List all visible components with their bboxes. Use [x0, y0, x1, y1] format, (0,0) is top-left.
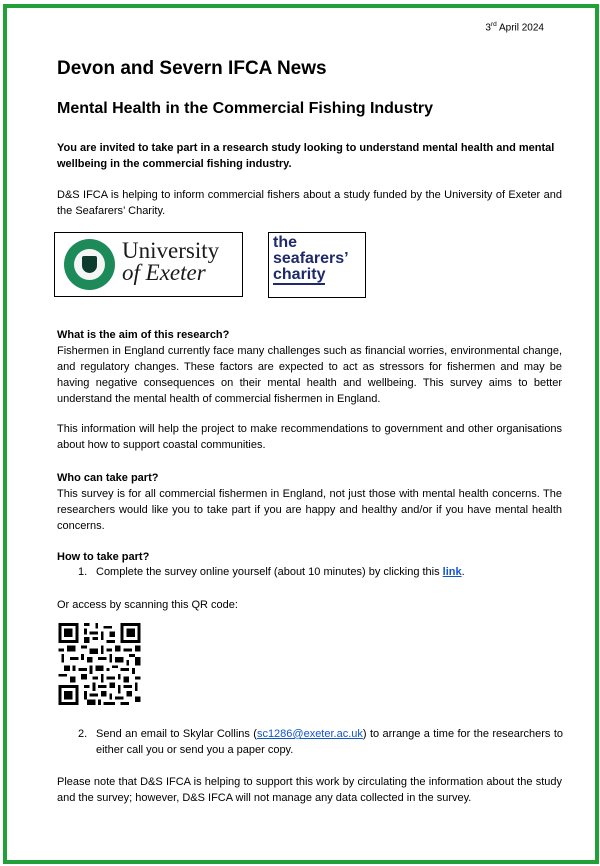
who-body: This survey is for all commercial fishermen in England, not just those with mental health concerns. The researchers would like you to take part if you are happy and healthy and/or if you have mental health concerns. — [57, 488, 562, 532]
aim-body: Fishermen in England currently face many challenges such as financial worries, environmental change, and regulatory changes. These factors are expected to act as stressors for fishermen and may be having negative consequences on their mental health and wellbeing. This survey aims to better understand the mental health of commercial fishermen in England. — [57, 345, 562, 405]
aim-heading: What is the aim of this research? — [57, 329, 230, 341]
seafarers-charity-logo: the seafarers’ charity — [268, 232, 366, 298]
funding-paragraph: D&S IFCA is helping to inform commercial fishers about a study funded by the University of Exeter and the Seafarers’ Charity. — [57, 189, 562, 217]
list-item: 2. Send an email to Skylar Collins (sc1286@exeter.ac.uk) to arrange a time for the researchers to either call you or send you a paper copy. — [78, 728, 563, 756]
exeter-crest-icon — [64, 239, 115, 290]
university-of-exeter-logo: University of Exeter — [54, 232, 243, 297]
qr-code-icon[interactable] — [57, 623, 142, 705]
who-heading: Who can take part? — [57, 472, 159, 484]
aim-body-2: This information will help the project to make recommendations to government and other organisations about how to support coastal communities. — [57, 423, 562, 451]
article-title: Mental Health in the Commercial Fishing Industry — [57, 100, 434, 117]
email-link[interactable]: sc1286@exeter.ac.uk — [256, 728, 363, 740]
date: 3rd April 2024 — [485, 21, 544, 34]
disclaimer-paragraph: Please note that D&S IFCA is helping to support this work by circulating the information about the study and the survey; however, D&S IFCA will not manage any data collected in the survey. — [57, 776, 562, 804]
intro-paragraph: You are invited to take part in a research study looking to understand mental health and mental wellbeing in the commercial fishing industry. — [57, 142, 555, 170]
survey-link[interactable]: link — [442, 566, 462, 578]
list-item: 1. Complete the survey online yourself (about 10 minutes) by clicking this link. — [78, 566, 465, 578]
newsletter-title: Devon and Severn IFCA News — [57, 58, 327, 79]
qr-instruction: Or access by scanning this QR code: — [57, 599, 238, 611]
how-heading: How to take part? — [57, 551, 150, 563]
